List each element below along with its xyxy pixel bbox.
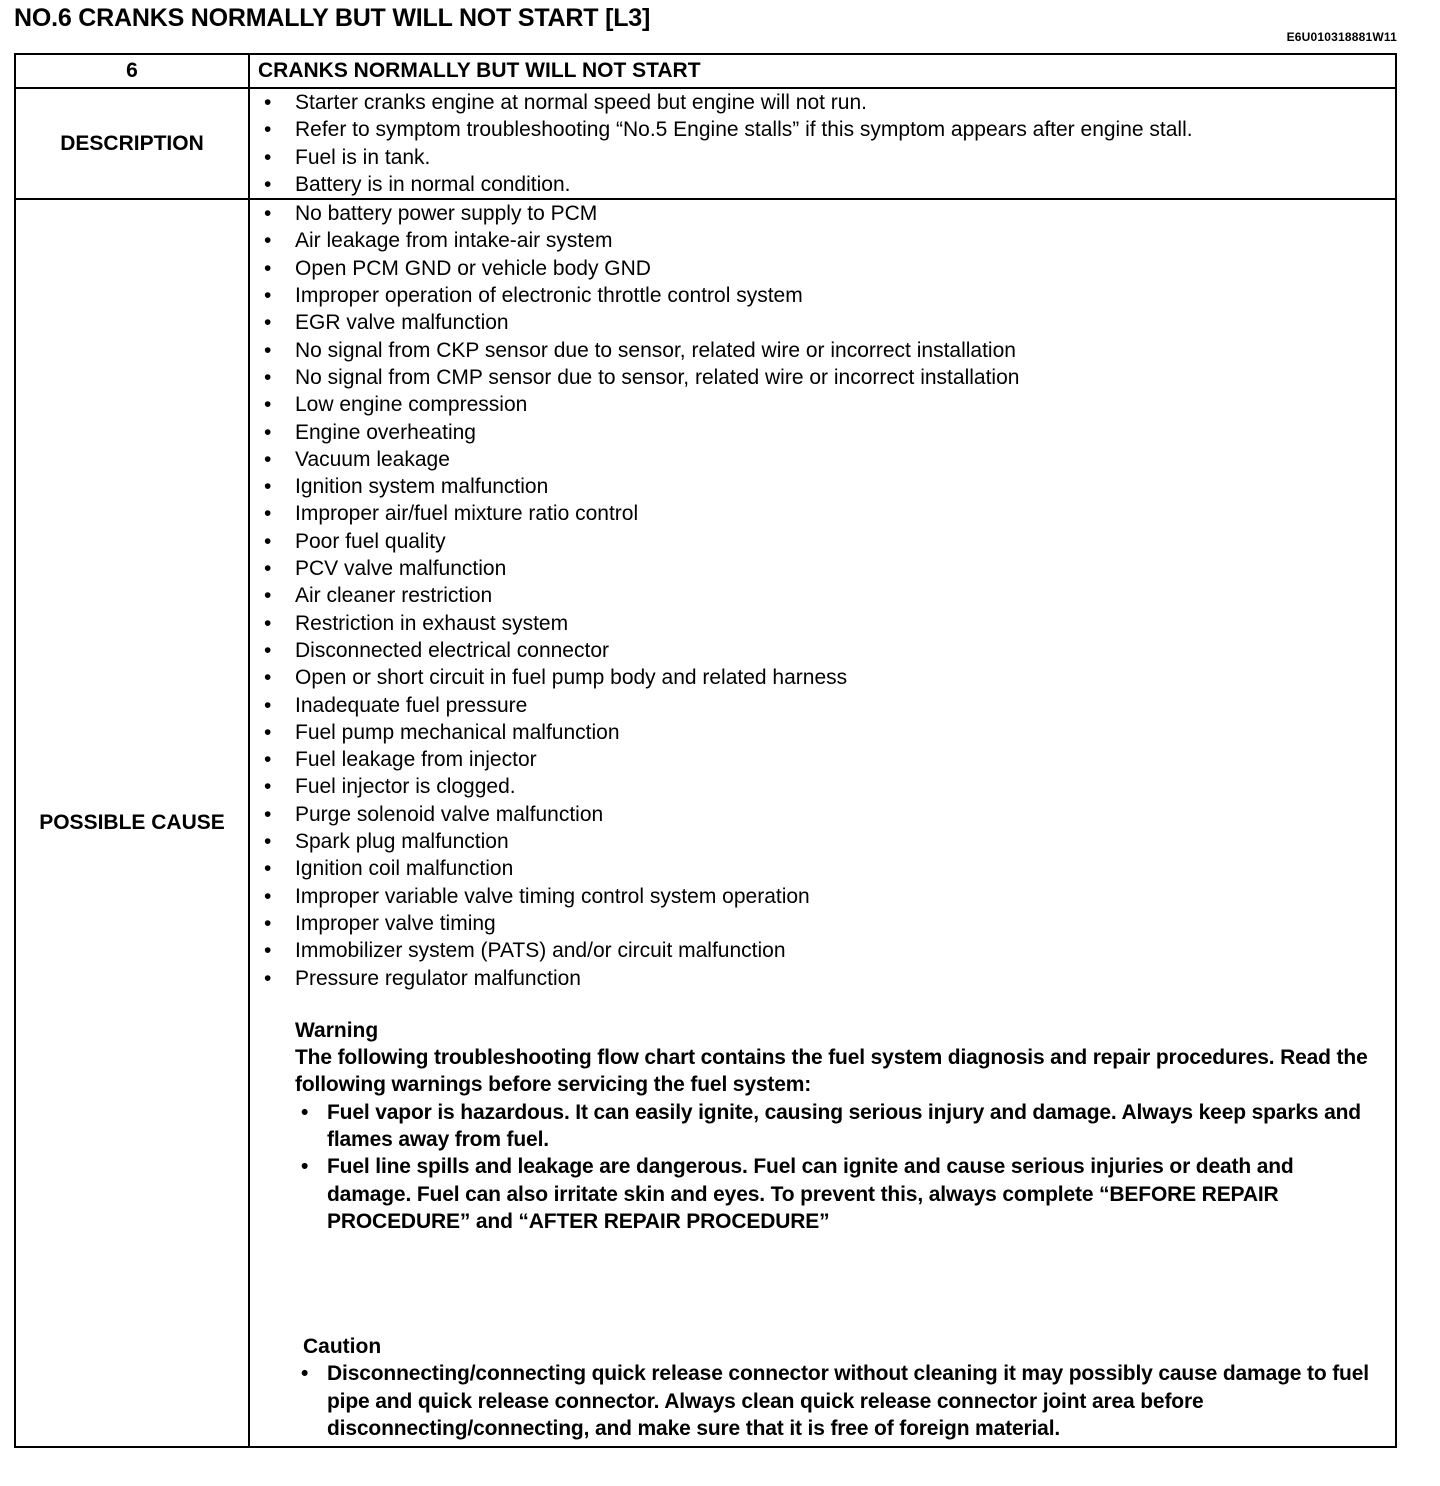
troubleshooting-table [14, 53, 1397, 1448]
caution-list [295, 1360, 1387, 1442]
possible-cause-cell [249, 199, 1396, 1447]
description-item: • Battery is in normal condition. [250, 171, 1395, 198]
possible-cause-item: • Air cleaner restriction [250, 582, 1395, 609]
possible-cause-item: • Restriction in exhaust system [250, 610, 1395, 637]
possible-cause-item: • Air leakage from intake-air system [250, 227, 1395, 254]
warning-item: • Fuel line spills and leakage are dangerous. Fuel can ignite and cause serious injuries or death and damage. Fuel can also irritate skin and eyes. To prevent this, always complete “BEFORE REPAIR PROCEDURE” and “AFTER REPAIR PROCEDURE” [295, 1153, 1369, 1235]
warning-title: Warning [295, 1018, 379, 1042]
possible-cause-item: • Improper operation of electronic throttle control system [250, 282, 1395, 309]
possible-cause-item: • Inadequate fuel pressure [250, 692, 1395, 719]
symptom-title: CRANKS NORMALLY BUT WILL NOT START [249, 54, 1396, 88]
possible-cause-item: • EGR valve malfunction [250, 309, 1395, 336]
caution-title: Caution [303, 1335, 382, 1359]
symptom-number: 6 [15, 54, 249, 88]
possible-cause-item: • Fuel leakage from injector [250, 746, 1395, 773]
page-title: NO.6 CRANKS NORMALLY BUT WILL NOT START [L3] [14, 4, 651, 32]
possible-cause-item: • Ignition coil malfunction [250, 855, 1395, 882]
possible-cause-row [15, 199, 1396, 1447]
description-label: DESCRIPTION [15, 88, 249, 199]
description-item: • Fuel is in tank. [250, 144, 1395, 171]
possible-cause-item: • Vacuum leakage [250, 446, 1395, 473]
possible-cause-item: • Disconnected electrical connector [250, 637, 1395, 664]
possible-cause-item: • No battery power supply to PCM [250, 200, 1395, 227]
possible-cause-list [250, 200, 1395, 992]
possible-cause-item: • Improper variable valve timing control system operation [250, 883, 1395, 910]
possible-cause-item: • No signal from CMP sensor due to sensor, related wire or incorrect installation [250, 364, 1395, 391]
caution-block [250, 1333, 1395, 1446]
possible-cause-item: • Pressure regulator malfunction [250, 965, 1395, 992]
possible-cause-item: • Purge solenoid valve malfunction [250, 801, 1395, 828]
possible-cause-item: • Poor fuel quality [250, 528, 1395, 555]
possible-cause-item: • Open PCM GND or vehicle body GND [250, 255, 1395, 282]
possible-cause-item: • Immobilizer system (PATS) and/or circuit malfunction [250, 937, 1395, 964]
possible-cause-item: • Improper valve timing [250, 910, 1395, 937]
caution-item: • Disconnecting/connecting quick release connector without cleaning it may possibly cause damage to fuel pipe and quick release connector. Always clean quick release connector joint area before disconnecting/connecting, and make sure that it is free of foreign material. [295, 1360, 1387, 1442]
warning-item: • Fuel vapor is hazardous. It can easily ignite, causing serious injury and damage. Always keep sparks and flames away from fuel. [295, 1099, 1369, 1154]
description-row [15, 88, 1396, 199]
description-item: • Starter cranks engine at normal speed but engine will not run. [250, 89, 1395, 116]
possible-cause-item: • Engine overheating [250, 419, 1395, 446]
possible-cause-item: • Open or short circuit in fuel pump body and related harness [250, 664, 1395, 691]
description-item: • Refer to symptom troubleshooting “No.5 Engine stalls” if this symptom appears after engine stall. [250, 116, 1395, 143]
possible-cause-item: • Low engine compression [250, 391, 1395, 418]
warning-body: The following troubleshooting flow chart contains the fuel system diagnosis and repair procedures. Read the following warnings before servicing the fuel system: [295, 1046, 1368, 1097]
possible-cause-item: • Improper air/fuel mixture ratio control [250, 500, 1395, 527]
possible-cause-item: • No signal from CKP sensor due to sensor, related wire or incorrect installation [250, 337, 1395, 364]
possible-cause-label: POSSIBLE CAUSE [15, 199, 249, 1447]
warning-list [295, 1099, 1369, 1235]
possible-cause-item: • Ignition system malfunction [250, 473, 1395, 500]
description-list [250, 89, 1395, 198]
table-header-row [15, 54, 1396, 88]
possible-cause-item: • PCV valve malfunction [250, 555, 1395, 582]
possible-cause-item: • Spark plug malfunction [250, 828, 1395, 855]
document-code: E6U010318881W11 [1286, 30, 1397, 44]
description-cell [249, 88, 1396, 199]
warning-block [250, 1017, 1395, 1235]
possible-cause-item: • Fuel injector is clogged. [250, 773, 1395, 800]
possible-cause-item: • Fuel pump mechanical malfunction [250, 719, 1395, 746]
